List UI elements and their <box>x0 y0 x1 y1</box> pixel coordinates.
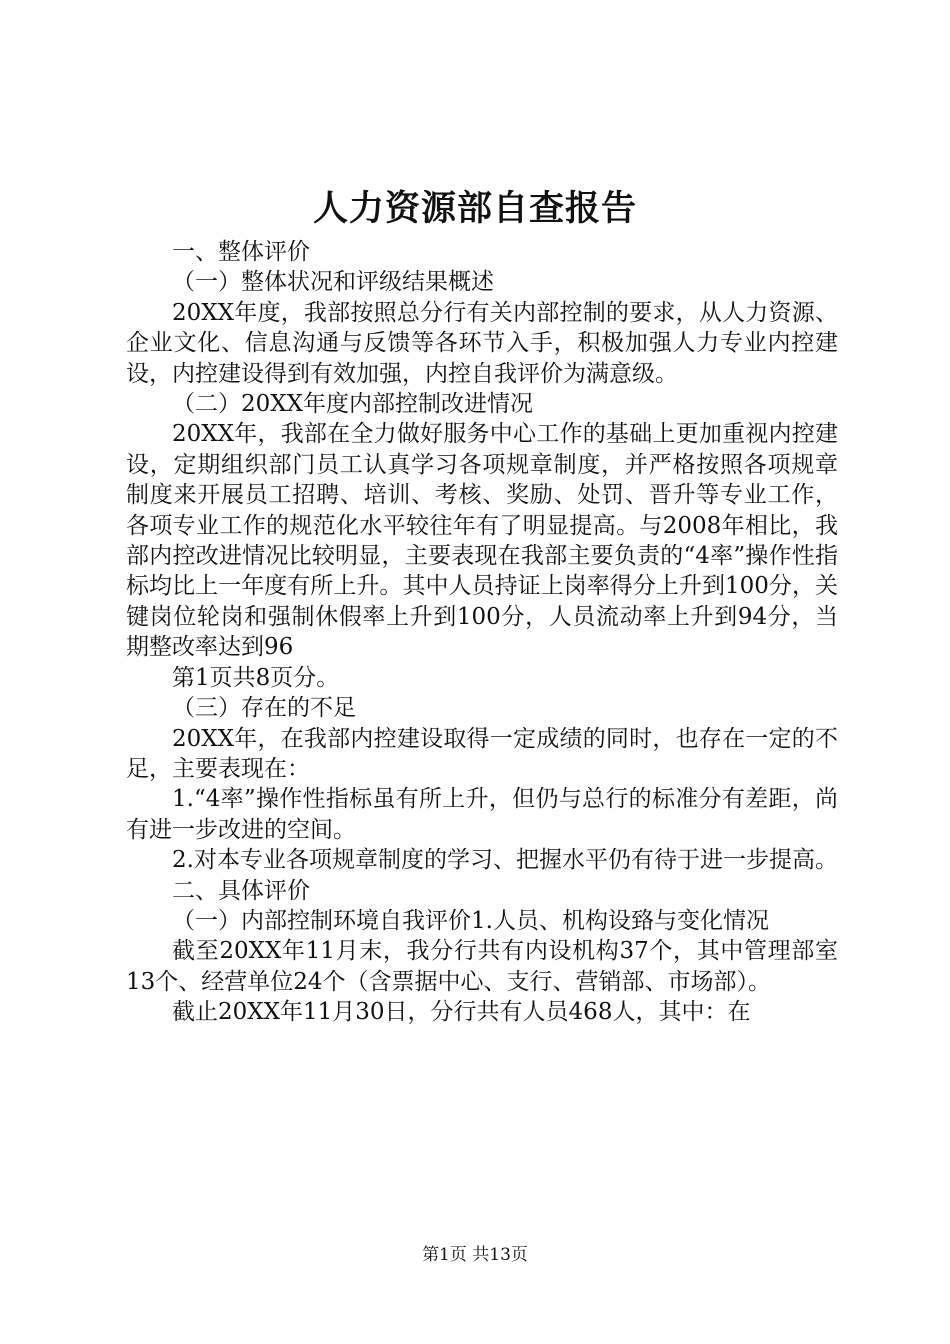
subsection-heading: （三）存在的不足 <box>172 695 356 722</box>
section-heading: 一、整体评价 <box>172 239 310 265</box>
paragraph: 截止20XX年11月30日，分行共有人员468人，其中：在 <box>172 999 751 1026</box>
document-body <box>126 237 838 1028</box>
paragraph: 第1页共8页分。 <box>172 664 340 691</box>
list-item: 1.“4率”操作性指标虽有所上升，但仍与总行的标准分有差距，尚有进一步改进的空间。 <box>126 786 838 843</box>
subsection-heading: （二）20XX年度内部控制改进情况 <box>172 391 534 418</box>
paragraph: 20XX年度，我部按照总分行有关内部控制的要求，从人力资源、企业文化、信息沟通与反馈等各环节入手，积极加强人力专业内控建设，内控建设得到有效加强，内控自我评价为满意级。 <box>126 299 838 387</box>
subsection-heading: （一）内部控制环境自我评价1.人员、机构设臵与变化情况 <box>172 907 769 934</box>
list-item: 2.对本专业各项规章制度的学习、把握水平仍有待于进一步提高。 <box>172 847 838 874</box>
document-title: 人力资源部自查报告 <box>312 188 637 229</box>
paragraph: 20XX年，在我部内控建设取得一定成绩的同时，也存在一定的不足，主要表现在： <box>126 725 838 782</box>
paragraph: 截至20XX年11月末，我分行共有内设机构37个，其中管理部室13个、经营单位24个（含票据中心、支行、营销部、市场部）。 <box>126 938 838 995</box>
page-footer: 第1页 共13页 <box>422 1245 528 1265</box>
section-heading: 二、具体评价 <box>172 877 310 904</box>
paragraph: 20XX年，我部在全力做好服务中心工作的基础上更加重视内控建设，定期组织部门员工认真学习各项规章制度，并严格按照各项规章制度来开展员工招聘、培训、考核、奖励、处罚、晋升等专业工作，各项专业工作的规范化水平较往年有了明显提高。与2008年相比，我部内控改进情况比较明显，主要表现在我部主要负责的“4率”操作性指标均比上一年度有所上升。其中人员持证上岗率得分上升到100分，关键岗位轮岗和强制休假率上升到100分，人员流动率上升到94分，当期整改率达到96 <box>126 421 838 661</box>
subsection-heading: （一）整体状况和评级结果概述 <box>172 269 494 296</box>
